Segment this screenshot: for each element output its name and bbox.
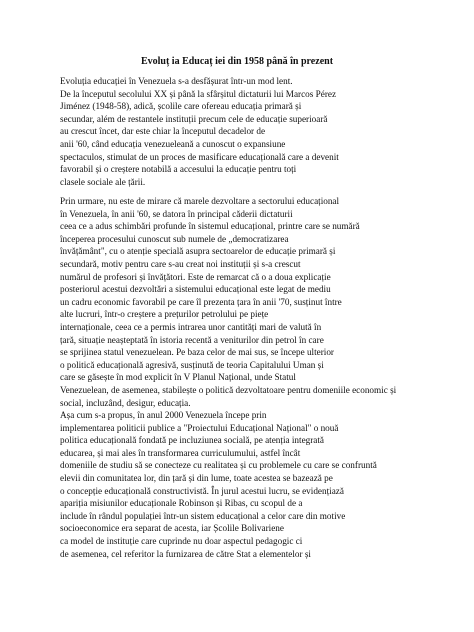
text-line: Evoluția educației în Venezuela s-a desfășurat într-un mod lent. <box>60 76 293 86</box>
text-line: secundară, motiv pentru care s-au creat noi instituții și s-a crescut <box>60 258 301 269</box>
text-line: care se găsește în mod explicit în V Planul Național, unde Statul <box>60 372 296 383</box>
text-line: include în rândul populației într-un sistem educațional a celor care din motive <box>60 510 346 521</box>
text-line: favorabil și o creștere notabilă a accesului la educație pentru toți <box>60 164 297 175</box>
text-line: social, incluzând, desigur, educația. <box>60 397 191 408</box>
text-line: secundar, além de restantele instituții precum cele de educație superioară <box>60 113 328 124</box>
paragraph-democratization <box>60 195 446 409</box>
text-line: posteriorul acestui dezvoltări a sistemului educațional este legat de mediu <box>60 284 331 295</box>
text-line: de asemenea, cel referitor la furnizarea de către Stat a elementelor și <box>60 548 311 559</box>
text-line: începerea procesului cunoscut sub numele de „democratizarea <box>60 233 289 244</box>
text-line: se sprijinea statul venezuelean. Pe baza celor de mai sus, se începe ulterior <box>60 347 334 358</box>
text-line: anii '60, când educația venezueleană a cunoscut o expansiune <box>60 138 286 149</box>
text-line: internaționale, ceea ce a permis intrarea unor cantități mari de valută în <box>60 321 322 332</box>
text-line: domeniile de studiu să se conecteze cu realitatea și cu problemele cu care se confruntă <box>60 460 377 471</box>
text-line: implementarea politicii publice a "Proiectului Educațional Național" o nouă <box>60 422 339 433</box>
text-line: o politică educațională agresivă, susținută de teoria Capitalului Uman și <box>60 359 324 370</box>
text-line: alte lucruri, într-o creștere a prețurilor petrolului pe piețe <box>60 309 269 320</box>
text-line: Prin urmare, nu este de mirare că marele dezvoltare a sectorului educațional <box>60 196 340 206</box>
paragraph-national-project <box>60 409 446 560</box>
text-line: apariția misiunilor educaționale Robinson și Ribas, cu scopul de a <box>60 498 303 509</box>
text-line: educarea, și mai ales în transformarea curriculumului, astfel încât <box>60 447 301 458</box>
text-line: o concepție educațională constructivistă. În jurul acestui lucru, se evidențiază <box>60 485 344 496</box>
text-line: Așa cum s-a propus, în anul 2000 Venezuela începe prin <box>60 410 267 420</box>
text-line: ceea ce a adus schimbări profunde în sistemul educațional, printre care se numără <box>60 221 360 232</box>
document-title: Evoluț ia Educaț iei din 1958 până în prezent <box>140 56 334 67</box>
paragraph-intro <box>60 75 446 188</box>
text-line: numărul de profesori și învățători. Este de remarcat că o a doua explicație <box>60 271 331 282</box>
text-line: învățământ", cu o atenție specială asupra sectoarelor de educație primară și <box>60 246 336 257</box>
text-line: elevii din comunitatea lor, din țară și din lume, toate acestea se bazează pe <box>60 472 333 483</box>
text-line: ca model de instituție care cuprinde nu doar aspectul pedagogic ci <box>60 535 303 546</box>
text-line: De la începutul secolului XX și până la sfârșitul dictaturii lui Marcos Pérez <box>60 88 337 99</box>
text-line: țară, situație neașteptată în istoria recentă a veniturilor din petrol în care <box>60 334 324 345</box>
text-line: clasele sociale ale țării. <box>60 176 146 187</box>
text-line: un cadru economic favorabil pe care îl prezenta țara în anii '70, susținut între <box>60 296 342 307</box>
text-line: socioeconomice era separat de acesta, iar Școlile Bolivariene <box>60 523 284 534</box>
text-line: spectaculos, stimulat de un proces de masificare educațională care a devenit <box>60 151 339 162</box>
text-line: Jiménez (1948-58), adică, școlile care ofereau educația primară și <box>60 101 302 112</box>
text-line: în Venezuela, în anii '60, se datora în principal căderii dictaturii <box>60 208 293 219</box>
text-line: Venezuelean, de asemenea, stabilește o politică dezvoltatoare pentru domeniile economic și <box>60 384 397 395</box>
text-line: politica educațională fondată pe incluziunea socială, pe atenția integrată <box>60 435 325 446</box>
text-line: au crescut încet, dar este chiar la începutul decadelor de <box>60 126 266 137</box>
